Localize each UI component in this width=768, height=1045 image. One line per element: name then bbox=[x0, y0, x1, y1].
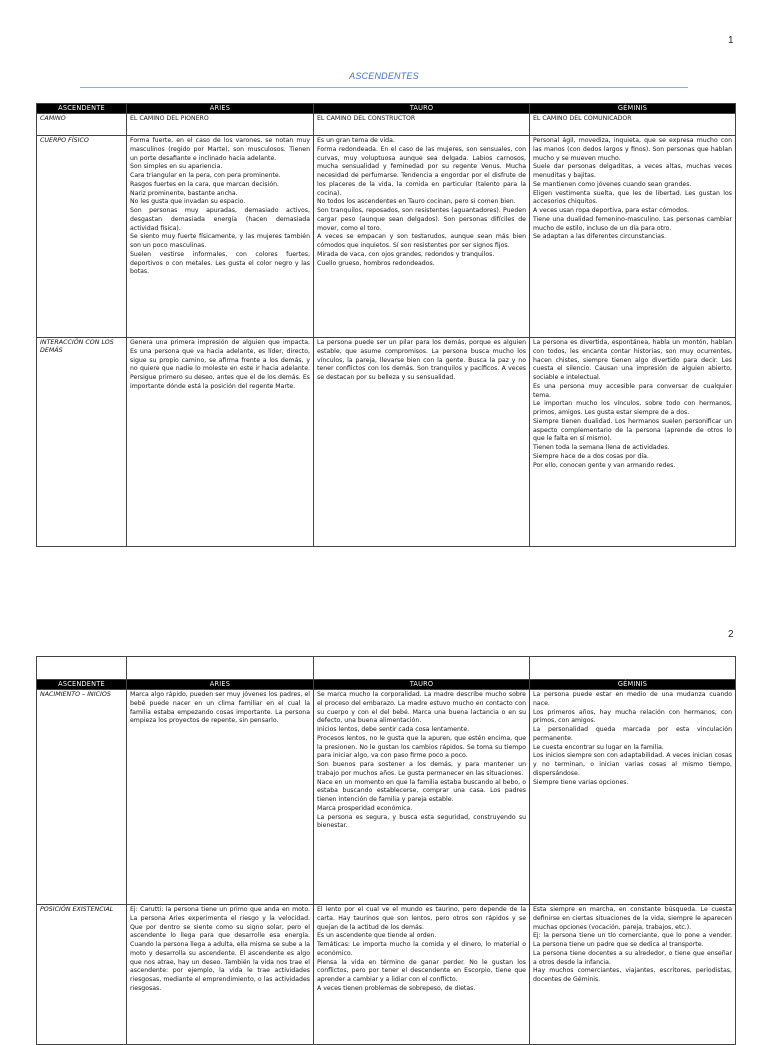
cell-paragraph: Se siento muy fuerte físicamente, y las mujeres también son un poco masculinas. bbox=[130, 233, 310, 249]
cell-aries bbox=[127, 114, 314, 136]
cell-paragraph: Es un ascendente que tiende al orden. bbox=[317, 932, 437, 940]
row-label bbox=[37, 136, 127, 338]
row-label-text: CAMINO bbox=[40, 115, 66, 122]
cell-paragraph: Personal ágil, movediza, inquieta, que se expresa mucho con las manos (con dedos largos y finos). Son personas que hablan mucho y se mueven mucho. bbox=[533, 137, 732, 162]
cell-paragraphs bbox=[533, 691, 732, 787]
cell-text: EL CAMINO DEL COMUNICADOR bbox=[533, 115, 632, 122]
cell-paragraph: Forma fuerte, en el caso de los varones, se notan muy masculinos (regido por Marte), son musculosos. Tienen un porte desafiante e inclinado hacia adelante. bbox=[130, 137, 310, 162]
page-number-2: 2 bbox=[728, 629, 734, 640]
cell-paragraph: Siempre hace de a dos cosas por día. bbox=[533, 452, 649, 460]
cell-paragraph: Siempre tienen dualidad. Los hermanos suelen personificar un aspecto complementario de la persona (aprende de otros lo que le falta en sí mismo). bbox=[533, 417, 732, 443]
cell-paragraphs bbox=[130, 137, 310, 277]
cell-aries bbox=[127, 136, 314, 338]
cell-text: EL CAMINO DEL PIONERO bbox=[130, 115, 209, 122]
cell-paragraph: Ej: Carutti: la persona tiene un primo que anda en moto. La persona Aries experimenta el riesgo y la velocidad. Que por dentro se siente como su signo solar, pero el ascendente lo llega para que desarrolle esa energía. Cuando la persona llega a adulta, ella misma se sube a la moto y desarrolla su ascendente. El ascendente es algo que nos atrae, hay un deseo. También la vida nos trae el ascendente: por ejemplo, la vida le trae actividades riesgosas, mediante el emprendimiento, o las actividades riesgosas. bbox=[130, 906, 310, 992]
cell-paragraph: Suele dar personas delgaditas, a veces altas, muchas veces menuditas y bajitas. bbox=[533, 163, 732, 179]
row-label-text: NACIMIENTO – INICIOS bbox=[40, 691, 111, 698]
row-label bbox=[37, 338, 127, 547]
cell-paragraph: Le importan mucho los vínculos, sobre todo con hermanos, primos, amigos. Les gusta estar siempre de a dos. bbox=[533, 400, 732, 416]
cell-tauro bbox=[314, 136, 530, 338]
table-row-camino bbox=[37, 114, 736, 136]
cell-paragraph: Los primeros años, hay mucha relación con hermanos, con primos, con amigos. bbox=[533, 708, 732, 725]
cell-text: EL CAMINO DEL CONSTRUCTOR bbox=[317, 115, 416, 122]
cell-paragraph: Marca prosperidad económica. bbox=[317, 804, 413, 812]
cell-paragraph: Cara triangular en la pera, con pera prominente. bbox=[130, 172, 281, 179]
cell-paragraphs bbox=[317, 137, 526, 268]
cell-geminis bbox=[530, 338, 736, 547]
cell-paragraph: Por ello, conocen gente y van armando redes. bbox=[533, 461, 676, 469]
row-label bbox=[37, 690, 127, 905]
cell-paragraphs bbox=[317, 691, 526, 831]
cell-paragraph: Es un gran tema de vida. bbox=[317, 137, 395, 144]
cell-paragraph: Los inicios siempre son con adaptabilidad. A veces inician cosas y no terminan, o inician varias cosas al mismo tiempo, dispersándose. bbox=[533, 752, 732, 777]
cell-paragraph: Son simples en su apariencia. bbox=[130, 163, 223, 171]
cell-paragraph: Es una persona muy accesible para conversar de cualquier tema. bbox=[533, 382, 732, 399]
cell-paragraph: A veces se empacan y son testarudos, aunque sean más bien cómodos que inquietos. Sí son resistentes por ser signos fijos. bbox=[317, 233, 526, 249]
cell-paragraph: Rasgos fuertes en la cara, que marcan decisión. bbox=[130, 180, 279, 188]
cell-paragraph: Suelen vestirse informales, con colores fuertes, deportivos o con metales. Les gusta el color negro y las botas. bbox=[130, 250, 310, 276]
cell-paragraph: Siempre tiene varias opciones. bbox=[533, 778, 629, 786]
cell-paragraphs bbox=[130, 906, 310, 994]
cell-paragraph: El lento por el cual ve el mundo es taurino, pero depende de la carta. Hay taurinos que son lentos, pero otros son rápidos y se quejan de la actitud de los demás. bbox=[317, 906, 526, 931]
cell-paragraph: Son buenos para sostener a los demás, y para mantener un trabajo por muchos años. Le gusta permanecer en las situaciones. bbox=[317, 761, 526, 777]
blank-cell bbox=[314, 657, 530, 680]
ascendentes-table-page-1 bbox=[36, 103, 736, 547]
cell-paragraph: No les gusta que invadan su espacio. bbox=[130, 198, 246, 206]
row-label-text: INTERACCIÓN CON LOS DEMÁS bbox=[40, 339, 114, 355]
cell-aries bbox=[127, 338, 314, 547]
row-label-text: POSICIÓN EXISTENCIAL bbox=[40, 906, 114, 913]
cell-paragraph: Le cuesta encontrar su lugar en la familia. bbox=[533, 743, 664, 751]
cell-paragraph: Piensa la vida en término de ganar perder. No le gustan los conflictos, pero por tener el descendente en Escorpio, tiene que aprender a cambiar y a lidiar con el conflicto. bbox=[317, 958, 526, 983]
ascendentes-table-page-2 bbox=[36, 656, 736, 1045]
cell-paragraph: Eligen vestimenta suelta, que les de libertad. Les gustan los accesorios chiquitos. bbox=[533, 189, 732, 206]
cell-paragraph: Esta siempre en marcha, en constante búsqueda. Le cuesta definirse en ciertas situaciones de la vida, siempre le aparecen muchas opciones (vocación, pareja, trabajos, etc.). bbox=[533, 906, 732, 931]
cell-geminis bbox=[530, 114, 736, 136]
cell-paragraph: La persona puede estar en medio de una mudanza cuando nace. bbox=[533, 691, 732, 707]
cell-paragraph: Forma redondeada. En el caso de las mujeres, son sensuales, con curvas, muy voluptuosa aunque sea delgada. Labios carnosos, mucha sensualidad y feminedad por su regente Venus. Mucha necesidad de perfumarse. Tendencia a engordar por el disfrute de los placeres de la vida, la comida en particular (talento para la cocina). bbox=[317, 145, 526, 197]
cell-paragraph: Marca algo rápido, pueden ser muy jóvenes los padres, el bebé puede nacer en un clima familiar en el cual la familia estaba empezando cosas importante. La persona empieza los proyectos de repente, sin pensarlo. bbox=[130, 691, 310, 725]
header-geminis: GÉMINIS bbox=[530, 680, 736, 690]
header-aries: ARIES bbox=[127, 680, 314, 690]
blank-cell bbox=[530, 657, 736, 680]
cell-paragraph: Genera una primera impresión de alguien que impacta. Es una persona que va hacia adelante, es líder, directo, sigue su propio camino, se afirma frente a los demás, y no quiere que nadie lo moleste en este ir hacia adelante. Persigue primero su deseo, antes que el de los demás. Es importante dónde está la posición del regente Marte. bbox=[130, 339, 310, 390]
cell-paragraph: Se mantienen como jóvenes cuando sean grandes. bbox=[533, 180, 692, 188]
title-divider bbox=[80, 87, 688, 88]
header-tauro: TAURO bbox=[314, 104, 530, 114]
table-header-row bbox=[37, 104, 736, 114]
cell-paragraph: Inicios lentos, debe sentir cada cosa lentamente. bbox=[317, 726, 470, 733]
cell-paragraph: Ej: la persona tiene un tío comerciante, que lo pone a vender. La persona tiene un padre que se dedica al transporte. bbox=[533, 932, 732, 948]
cell-paragraph: Hay muchos comerciantes, viajantes, escritores, periodistas, docentes de Géminis. bbox=[533, 967, 732, 983]
row-label-text: CUERPO FÍSICO bbox=[40, 137, 89, 144]
cell-paragraph: A veces tienen problemas de sobrepeso, de dietas. bbox=[317, 984, 476, 992]
table-row-cuerpo-fisico bbox=[37, 136, 736, 338]
cell-paragraph: Tienen toda la semana llena de actividades. bbox=[533, 444, 670, 451]
cell-tauro bbox=[314, 114, 530, 136]
page-number-1: 1 bbox=[728, 35, 734, 46]
row-label bbox=[37, 114, 127, 136]
cell-paragraph: La persona es segura, y busca esta seguridad, construyendo su bienestar. bbox=[317, 813, 526, 830]
header-ascendente: ASCENDENTE bbox=[37, 680, 127, 690]
cell-paragraph: La personalidad queda marcada por esta vinculación permanente. bbox=[533, 726, 732, 742]
cell-aries bbox=[127, 690, 314, 905]
cell-paragraph: La persona puede ser un pilar para los demás, porque es alguien estable, que asume compromisos. La persona busca mucho los vínculos, la pareja, llevarse bien con la gente. Busca la paz y no tener conflictos con los demás. Son tranquilos y pacíficos. A veces se destacan por su belleza y su sensualidad. bbox=[317, 339, 526, 381]
cell-paragraph: Temáticas: Le importa mucho la comida y el dinero, lo material o económico. bbox=[317, 941, 526, 957]
cell-paragraph: No todos los ascendentes en Tauro cocinan, pero si comen bien. bbox=[317, 198, 516, 206]
cell-paragraphs bbox=[317, 339, 526, 383]
cell-paragraphs bbox=[533, 137, 732, 242]
header-tauro: TAURO bbox=[314, 680, 530, 690]
document-title: ASCENDENTES bbox=[349, 71, 419, 81]
header-aries: ARIES bbox=[127, 104, 314, 114]
cell-paragraph: Nariz prominente, bastante ancha. bbox=[130, 189, 238, 197]
cell-paragraph: Se adaptan a las diferentes circunstancias. bbox=[533, 233, 667, 241]
cell-paragraph: Son personas muy apuradas, demasiado activos, desgastan demasiada energía (hacen demasiada actividad física). bbox=[130, 207, 310, 232]
table-header-row bbox=[37, 680, 736, 690]
cell-paragraphs bbox=[533, 906, 732, 985]
cell-paragraph: A veces usan ropa deportiva, para estar cómodos. bbox=[533, 207, 689, 214]
cell-paragraph: Procesos lentos, no le gusta que la apuren, que estén encima, que la presionen. No le gustan los cambios rápidos. Se toma su tiempo para iniciar algo, va con paso firme poco a poco. bbox=[317, 734, 526, 760]
table-row-nacimiento bbox=[37, 690, 736, 905]
cell-paragraph: La persona es divertida, espontánea, habla un montón, hablan con todos, les encanta contar historias, son muy ocurrentes, hacen chistes, siempre tienen algo divertido para decir. Les cuesta el silencio. Causan una impresión de alguien abierto, sociable e intelectual. bbox=[533, 339, 732, 381]
cell-geminis bbox=[530, 690, 736, 905]
cell-paragraph: Cuello grueso, hombros redondeados. bbox=[317, 259, 435, 267]
cell-paragraphs bbox=[130, 691, 310, 726]
cell-tauro bbox=[314, 338, 530, 547]
table-row-interaccion bbox=[37, 338, 736, 547]
cell-geminis bbox=[530, 136, 736, 338]
header-geminis: GÉMINIS bbox=[530, 104, 736, 114]
cell-paragraphs bbox=[317, 906, 526, 994]
cell-paragraphs bbox=[533, 339, 732, 470]
cell-paragraph: Nace en un momento en que la familia estaba buscando al bebo, o estaba buscando establecerse, comprar una casa. Los padres tienen intención de familia y pareja estable. bbox=[317, 778, 526, 803]
cell-paragraph: La persona tiene docentes a su alrededor, o tiene que enseñar a otros desde la infancia. bbox=[533, 949, 732, 966]
header-ascendente: ASCENDENTE bbox=[37, 104, 127, 114]
cell-paragraphs bbox=[130, 339, 310, 392]
blank-cell bbox=[127, 657, 314, 680]
cell-paragraph: Tiene una dualidad femenino-masculino. Las personas cambiar mucho de estilo, incluso de un día para otro. bbox=[533, 215, 732, 232]
table-blank-row bbox=[37, 657, 736, 680]
cell-paragraph: Mirada de vaca, con ojos grandes, redondos y tranquilos. bbox=[317, 250, 495, 258]
cell-paragraph: Son tranquilos, reposados, son resistentes (aguantadores). Pueden cargar peso (aunque sean delgados). Son personas difíciles de mover, como el toro. bbox=[317, 207, 526, 232]
blank-cell bbox=[37, 657, 127, 680]
cell-tauro bbox=[314, 690, 530, 905]
cell-paragraph: Se marca mucho la corporalidad. La madre describe mucho sobre el proceso del embarazo. La madre estuvo mucho en contacto con su cuerpo y con el del bebé. Marca una buena lactancia o en su defecto, una buena alimentación. bbox=[317, 691, 526, 725]
